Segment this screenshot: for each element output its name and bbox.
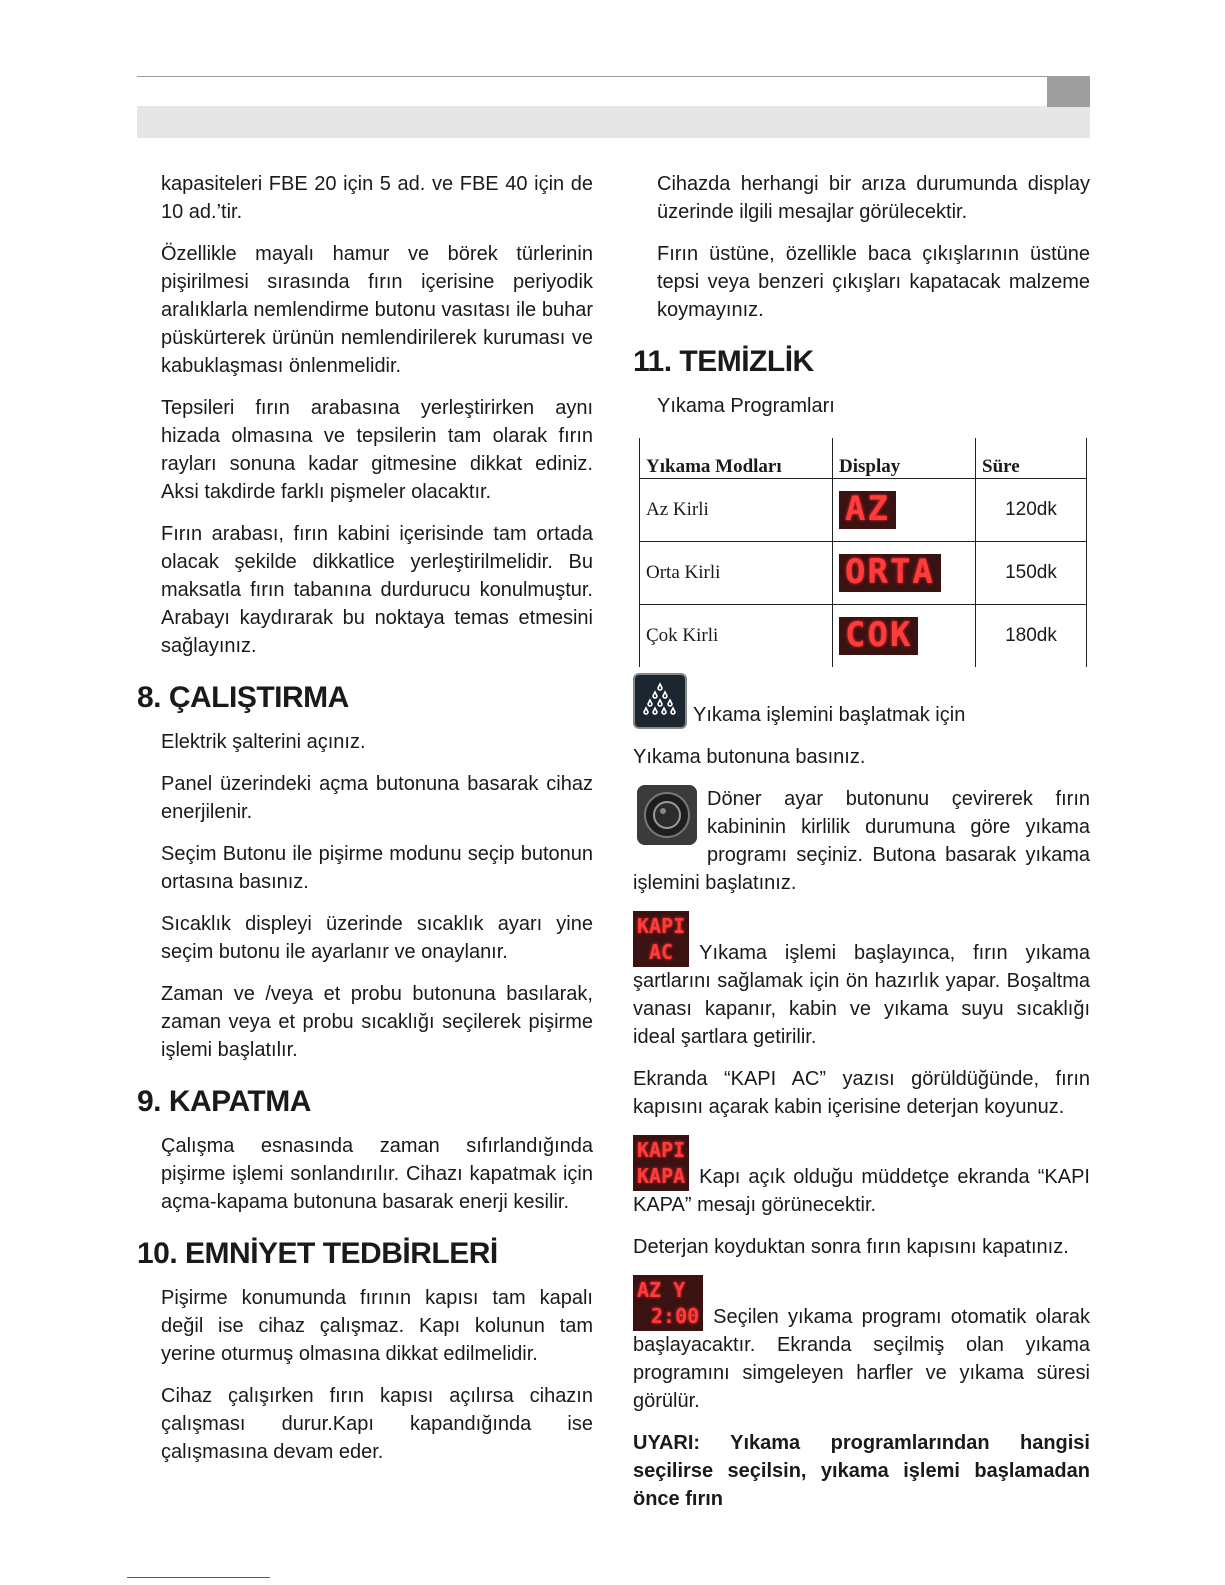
display-cell: [833, 479, 976, 542]
wash-button-icon: [633, 673, 687, 729]
duration-cell: 120dk: [976, 479, 1087, 542]
duration-cell: 150dk: [976, 542, 1087, 605]
paragraph: Yıkama butonuna basınız.: [633, 746, 866, 768]
paragraph: Seçim Butonu ile pişirme modunu seçip butonun ortasına basınız.: [161, 843, 593, 893]
paragraph-text: Kapı açık olduğu müddetçe ekranda “KAPI KAPA” mesajı görünecektir.: [633, 1166, 1090, 1216]
paragraph: kapasiteleri FBE 20 için 5 ad. ve FBE 40 için de 10 ad.’tir.: [161, 173, 593, 223]
wash-start-line: [633, 673, 1090, 729]
paragraph: Özellikle mayalı hamur ve börek türlerinin pişirilmesi sırasında fırın içerisine periyodik aralıklarla nemlendirme butonu vasıtası ile buhar püskürterek ürünün nemlendirilerek kuruması ve kabuklaşması önlenmelidir.: [161, 243, 593, 377]
led-display-kapi-kapa: [633, 1135, 689, 1191]
mode-cell: Az Kirli: [640, 479, 833, 542]
led-line: AC: [649, 940, 674, 964]
mode-cell: Orta Kirli: [640, 542, 833, 605]
led-display: AZ: [839, 491, 896, 528]
section-heading-10: 10. EMNİYET TEDBİRLERİ: [137, 1237, 498, 1270]
paragraph: Elektrik şalterini açınız.: [161, 731, 366, 753]
footer-link-underline: [127, 1577, 270, 1578]
led-display: ORTA: [839, 554, 941, 591]
paragraph: Pişirme konumunda fırının kapısı tam kapalı değil ise cihaz çalışmaz. Kapı kolunun tam yerine oturmuş olmasına dikkat edilmelidir.: [161, 1287, 593, 1365]
mode-cell: Çok Kirli: [640, 605, 833, 668]
led-line: KAPA: [637, 1164, 686, 1188]
kapi-kapa-instruction: [633, 1135, 1090, 1219]
paragraph: Deterjan koyduktan sonra fırın kapısını kapatınız.: [633, 1236, 1069, 1258]
header-band: [137, 106, 1090, 138]
display-cell: [833, 605, 976, 668]
table-header: Display: [833, 438, 976, 479]
paragraph: Çalışma esnasında zaman sıfırlandığında pişirme işlemi sonlandırılır. Cihazı kapatmak için açma-kapama butonuna basarak enerji kesilir.: [161, 1135, 593, 1213]
led-display-kapi-ac: [633, 911, 689, 967]
paragraph: Fırın üstüne, özellikle baca çıkışlarının üstüne tepsi veya benzeri çıkışları kapatacak malzeme koymayınız.: [657, 243, 1090, 321]
led-display: COK: [839, 617, 918, 654]
display-cell: [833, 542, 976, 605]
header-rule: [137, 76, 1047, 77]
warning-text: UYARI: Yıkama programlarından hangisi seçilirse seçilsin, yıkama işlemi başlamadan önce fırın: [633, 1432, 1090, 1510]
led-line: KAPI: [637, 914, 686, 938]
table-header-row: [640, 438, 1087, 479]
table-header: Yıkama Modları: [640, 438, 833, 479]
rotary-knob-icon: [637, 785, 697, 845]
kapi-ac-instruction: [633, 911, 1090, 1051]
table-row: [640, 542, 1087, 605]
paragraph: Fırın arabası, fırın kabini içerisinde tam ortada olacak şekilde dikkatlice yerleştirilmelidir. Bu maksatla fırın tabanına durdurucu konulmuştur. Arabayı kaydırarak bu noktaya temas etmesini sağlayınız.: [161, 523, 593, 657]
paragraph: Zaman ve /veya et probu butonuna basılarak, zaman veya et probu sıcaklığı seçilerek pişirme işlemi başlatılır.: [161, 983, 593, 1061]
wash-start-text: Yıkama işlemini başlatmak için: [693, 704, 966, 726]
program-start-instruction: [633, 1275, 1090, 1415]
paragraph-text: Seçilen yıkama programı otomatik olarak başlayacaktır. Ekranda seçilmiş olan yıkama programını simgeleyen harfler ve yıkama süresi görülür.: [633, 1306, 1090, 1412]
knob-instruction: [633, 785, 1090, 897]
paragraph: Cihazda herhangi bir arıza durumunda display üzerinde ilgili mesajlar görülecektir.: [657, 173, 1090, 223]
led-line: KAPI: [637, 1138, 686, 1162]
duration-cell: 180dk: [976, 605, 1087, 668]
subheading: Yıkama Programları: [657, 395, 835, 417]
left-column: [137, 170, 593, 1480]
header-page-tab: [1047, 76, 1090, 107]
section-heading-9: 9. KAPATMA: [137, 1085, 311, 1118]
paragraph: Döner ayar butonunu çevirerek fırın kabininin kirlilik durumuna göre yıkama programı seçiniz. Butona basarak yıkama işlemini başlatınız.: [633, 788, 1090, 894]
table-row: [640, 605, 1087, 668]
wash-program-table: [639, 438, 1087, 667]
paragraph: Panel üzerindeki açma butonuna basarak cihaz enerjilenir.: [161, 773, 593, 823]
led-line: AZ Y: [637, 1278, 686, 1302]
paragraph: Cihaz çalışırken fırın kapısı açılırsa cihazın çalışması durur.Kapı kapandığında ise çalışmasına devam eder.: [161, 1385, 593, 1463]
paragraph-text: Yıkama işlemi başlayınca, fırın yıkama şartlarını sağlamak için ön hazırlık yapar. Boşaltma vanası kapanır, kabin ve yıkama suyu sıcaklığı ideal şartlara getirilir.: [633, 942, 1090, 1048]
table-row: [640, 479, 1087, 542]
section-heading-11: 11. TEMİZLİK: [633, 345, 814, 378]
section-heading-8: 8. ÇALIŞTIRMA: [137, 681, 349, 714]
right-column: [633, 170, 1090, 1527]
paragraph: Tepsileri fırın arabasına yerleştirirken aynı hizada olmasına ve tepsilerin tam olarak fırın rayları sonuna kadar gitmesine dikkat ediniz. Aksi takdirde farklı pişmeler olacaktır.: [161, 397, 593, 503]
led-display-az-time: [633, 1275, 703, 1331]
led-line: 2:00: [651, 1304, 700, 1328]
table-header: Süre: [976, 438, 1087, 479]
paragraph: Sıcaklık displeyi üzerinde sıcaklık ayarı yine seçim butonu ile ayarlanır ve onaylanır.: [161, 913, 593, 963]
paragraph: Ekranda “KAPI AC” yazısı görüldüğünde, fırın kapısını açarak kabin içerisine deterjan koyunuz.: [633, 1068, 1090, 1118]
